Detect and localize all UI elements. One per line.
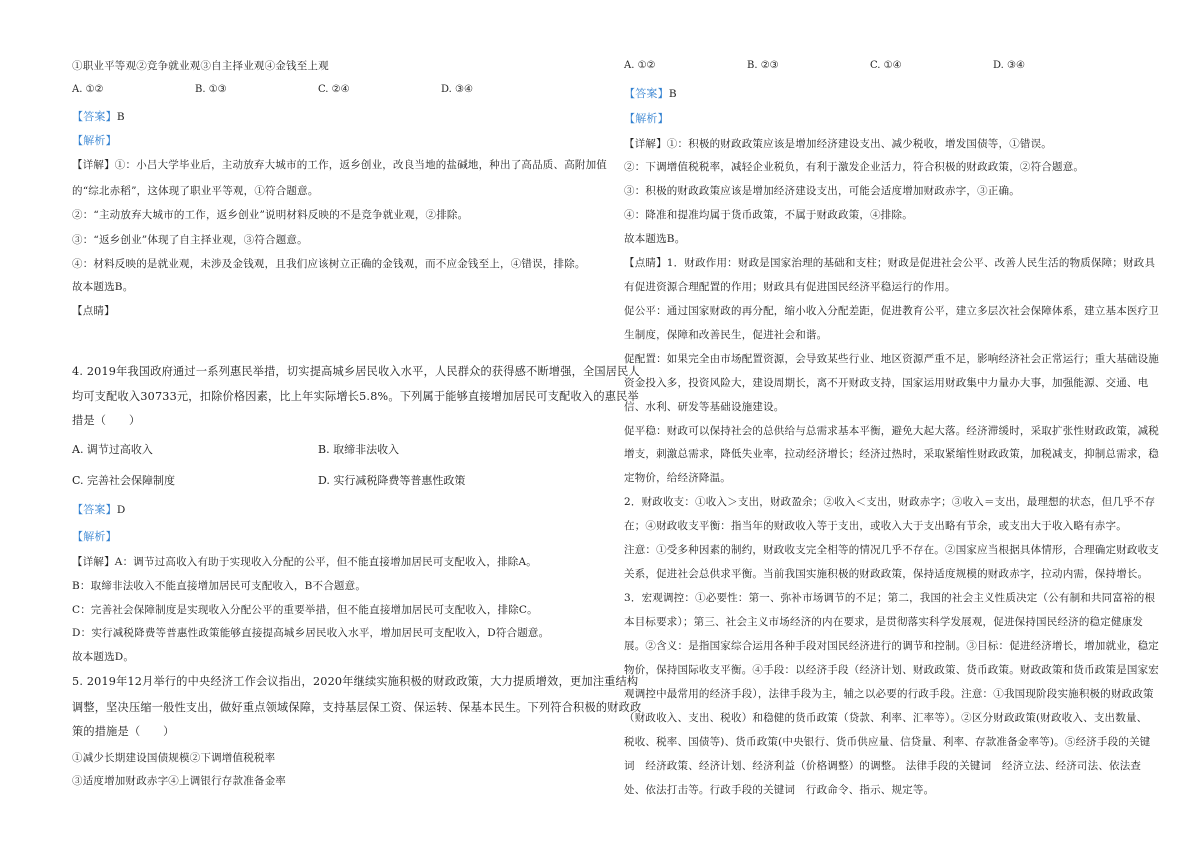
q5-point-line: 在；④财政收支平衡：指当年的财政收入等于支出，或收入大于支出略有节余，或支出大于收入略有赤字。 bbox=[624, 520, 1127, 532]
q5-choice-line: ①减少长期建设国债规模②下调增值税税率 bbox=[72, 752, 276, 764]
q5-point-line: 有促进资源合理配置的作用；财政具有促进国民经济平稳运行的作用。 bbox=[624, 281, 956, 293]
q5-point-line: 信、水利、研发等基础设施建设。 bbox=[624, 401, 785, 413]
q5-point-line: 注意：①受多种因素的制约，财政收支完全相等的情况几乎不存在。②国家应当根据具体情形，合理确定财政收支 bbox=[624, 544, 1159, 556]
q5-option-c[interactable]: C. ①④ bbox=[870, 60, 902, 71]
q5-stem-line: 策的措施是（ ） bbox=[72, 725, 175, 738]
q4-stem-line: 均可支配收入30733元，扣除价格因素，比上年实际增长5.8%。下列属于能够直接增加居民可支配收入的惠民举 bbox=[72, 390, 639, 403]
q3-option-d[interactable]: D. ③④ bbox=[441, 84, 473, 95]
q5-point-line: 2．财政收支：①收入＞支出，财政盈余；②收入＜支出，财政赤字；③收入＝支出，最理想的状态，但几乎不存 bbox=[624, 496, 1156, 508]
q3-detail-line: 故本题选B。 bbox=[72, 281, 134, 293]
q5-stem-line: 调整，坚决压缩一般性支出，做好重点领域保障，支持基层保工资、保运转、保基本民生。下列符合积极的财政政 bbox=[72, 701, 642, 714]
q5-analysis-tag: 【解析】 bbox=[624, 112, 669, 125]
q3-point-tag: 【点睛】 bbox=[72, 305, 115, 317]
answer-tag: 【答案】 bbox=[72, 503, 117, 516]
q5-stem-line: 5. 2019年12月举行的中央经济工作会议指出，2020年继续实施积极的财政政策，大力提质增效，更加注重结构 bbox=[72, 675, 639, 688]
q3-detail-line: ④：材料反映的是就业观，未涉及金钱观，且我们应该树立正确的金钱观，而不应金钱至上，④错误，排除。 bbox=[72, 258, 586, 270]
q5-point-line: 定物价，给经济降温。 bbox=[624, 472, 731, 484]
q5-option-a[interactable]: A. ①② bbox=[624, 60, 656, 71]
q5-answer bbox=[624, 87, 677, 101]
q3-analysis-tag: 【解析】 bbox=[72, 134, 117, 147]
q3-answer bbox=[72, 110, 125, 124]
q5-point-line: 促公平：通过国家财政的再分配，缩小收入分配差距，促进教育公平，建立多层次社会保障体系，建立基本医疗卫 bbox=[624, 305, 1159, 317]
q5-detail-line: ③：积极的财政政策应该是增加经济建设支出，可能会适度增加财政赤字，③正确。 bbox=[624, 185, 1020, 197]
q5-point-line: 增支，刺激总需求，降低失业率，拉动经济增长；经济过热时，采取紧缩性财政政策，加税减支，抑制总需求，稳 bbox=[624, 448, 1159, 460]
q4-detail-line: D：实行减税降费等普惠性政策能够直接提高城乡居民收入水平，增加居民可支配收入，D符合题意。 bbox=[72, 627, 550, 639]
q4-option-a[interactable]: A. 调节过高收入 bbox=[72, 443, 153, 456]
q4-option-c[interactable]: C. 完善社会保障制度 bbox=[72, 474, 176, 487]
q5-point-line: 处、依法打击等。行政手段的关键词 行政命令、指示、规定等。 bbox=[624, 784, 935, 796]
q5-point-line: （财政收入、支出、税收）和稳健的货币政策（贷款、利率、汇率等）。②区分财政政策(财政收入、支出数量、 bbox=[624, 712, 1148, 724]
q3-option-b[interactable]: B. ①③ bbox=[195, 84, 227, 95]
q5-detail-line: ④：降准和提准均属于货币政策，不属于财政政策，④排除。 bbox=[624, 209, 913, 221]
q5-point-line: 促配置：如果完全由市场配置资源，会导致某些行业、地区资源严重不足，影响经济社会正常运行；重大基础设施 bbox=[624, 353, 1159, 365]
answer-tag: 【答案】 bbox=[72, 110, 117, 123]
q5-point-line: 生制度，保障和改善民生，促进社会和谐。 bbox=[624, 329, 828, 341]
q5-detail-line: 【详解】①：积极的财政政策应该是增加经济建设支出、减少税收，增发国债等，①错误。 bbox=[624, 138, 1052, 150]
q3-option-c[interactable]: C. ②④ bbox=[318, 84, 350, 95]
q5-point-line: 资金投入多，投资风险大，建设周期长，离不开财政支持，国家运用财政集中力量办大事，加强能源、交通、电 bbox=[624, 377, 1149, 389]
answer-value: B bbox=[668, 88, 677, 100]
answer-value: B bbox=[116, 111, 125, 123]
q4-detail-line: C：完善社会保障制度是实现收入分配公平的重要举措，但不能直接增加居民可支配收入，排除C。 bbox=[72, 604, 538, 616]
q5-point-line: 物价，保持国际收支平衡。④手段：以经济手段（经济计划、财政政策、货币政策。财政政策和货币政策是国家宏 bbox=[624, 664, 1159, 676]
q4-detail-line: 故本题选D。 bbox=[72, 651, 135, 663]
q3-stem: ①职业平等观②竞争就业观③自主择业观④金钱至上观 bbox=[72, 60, 329, 72]
q5-point-line: 税收、税率、国债等)、货币政策(中央银行、货币供应量、信贷量、利率、存款准备金率等)。⑤经济手段的关键 bbox=[624, 736, 1151, 748]
q5-point-line: 关系，促进社会总供求平衡。当前我国实施积极的财政政策，保持适度规模的财政赤字，拉动内需，保持增长。 bbox=[624, 568, 1149, 580]
q4-stem-line: 4. 2019年我国政府通过一系列惠民举措，切实提高城乡居民收入水平，人民群众的获得感不断增强，全国居民人 bbox=[72, 365, 640, 378]
q3-detail-line: ②：“主动放弃大城市的工作，返乡创业”说明材料反映的不是竞争就业观，②排除。 bbox=[72, 209, 469, 221]
q4-detail-line: B：取缔非法收入不能直接增加居民可支配收入，B不合题意。 bbox=[72, 580, 367, 592]
q3-detail-line: ③：“返乡创业”体现了自主择业观，③符合题意。 bbox=[72, 234, 308, 246]
q5-point-line: 本目标要求）；第三、社会主义市场经济的内在要求，是贯彻落实科学发展观，促进保持国民经济的稳定健康发 bbox=[624, 616, 1144, 628]
q4-detail-line: 【详解】A：调节过高收入有助于实现收入分配的公平，但不能直接增加居民可支配收入，排除A。 bbox=[72, 556, 537, 568]
q5-option-d[interactable]: D. ③④ bbox=[993, 60, 1025, 71]
q4-analysis-tag: 【解析】 bbox=[72, 530, 117, 543]
q5-point-line: 促平稳：财政可以保持社会的总供给与总需求基本平衡，避免大起大落。经济滞缓时，采取扩张性财政政策，减税 bbox=[624, 425, 1159, 437]
q5-point-line: 3．宏观调控：①必要性：第一、弥补市场调节的不足；第二，我国的社会主义性质决定（公有制和共同富裕的根 bbox=[624, 592, 1156, 604]
answer-value: D bbox=[116, 504, 126, 516]
q5-point-line: 展。②含义：是指国家综合运用各种手段对国民经济进行的调节和控制。③目标：促进经济增长，增加就业，稳定 bbox=[624, 640, 1159, 652]
answer-tag: 【答案】 bbox=[624, 87, 669, 100]
q5-choice-line: ③适度增加财政赤字④上调银行存款准备金率 bbox=[72, 775, 286, 787]
q5-detail-line: ②：下调增值税税率，减轻企业税负，有利于激发企业活力，符合积极的财政政策，②符合题意。 bbox=[624, 161, 1085, 173]
q4-stem-line: 措是（ ） bbox=[72, 414, 141, 427]
q3-detail-line: 【详解】①：小吕大学毕业后，主动放弃大城市的工作，返乡创业，改良当地的盐碱地，种出了高品质、高附加值 bbox=[72, 159, 607, 171]
q3-option-a[interactable]: A. ①② bbox=[72, 84, 104, 95]
q5-option-b[interactable]: B. ②③ bbox=[747, 60, 779, 71]
q5-point-line: 词 经济政策、经济计划、经济利益（价格调整）的调整。 法律手段的关键词 经济立法、经济司法、依法查 bbox=[624, 760, 1142, 772]
q5-point-line: 观调控中最常用的经济手段），法律手段为主，辅之以必要的行政手段。注意：①我国现阶段实施积极的财政政策 bbox=[624, 688, 1154, 700]
q5-point-line: 【点睛】1．财政作用：财政是国家治理的基础和支柱；财政是促进社会公平、改善人民生活的物质保障；财政具 bbox=[624, 257, 1156, 269]
q4-answer bbox=[72, 503, 125, 517]
q4-option-d[interactable]: D. 实行减税降费等普惠性政策 bbox=[318, 474, 466, 487]
q5-detail-line: 故本题选B。 bbox=[624, 233, 686, 245]
q3-detail-line: 的“综北赤稻”，这体现了职业平等观，①符合题意。 bbox=[72, 185, 319, 197]
q4-option-b[interactable]: B. 取缔非法收入 bbox=[318, 443, 400, 456]
